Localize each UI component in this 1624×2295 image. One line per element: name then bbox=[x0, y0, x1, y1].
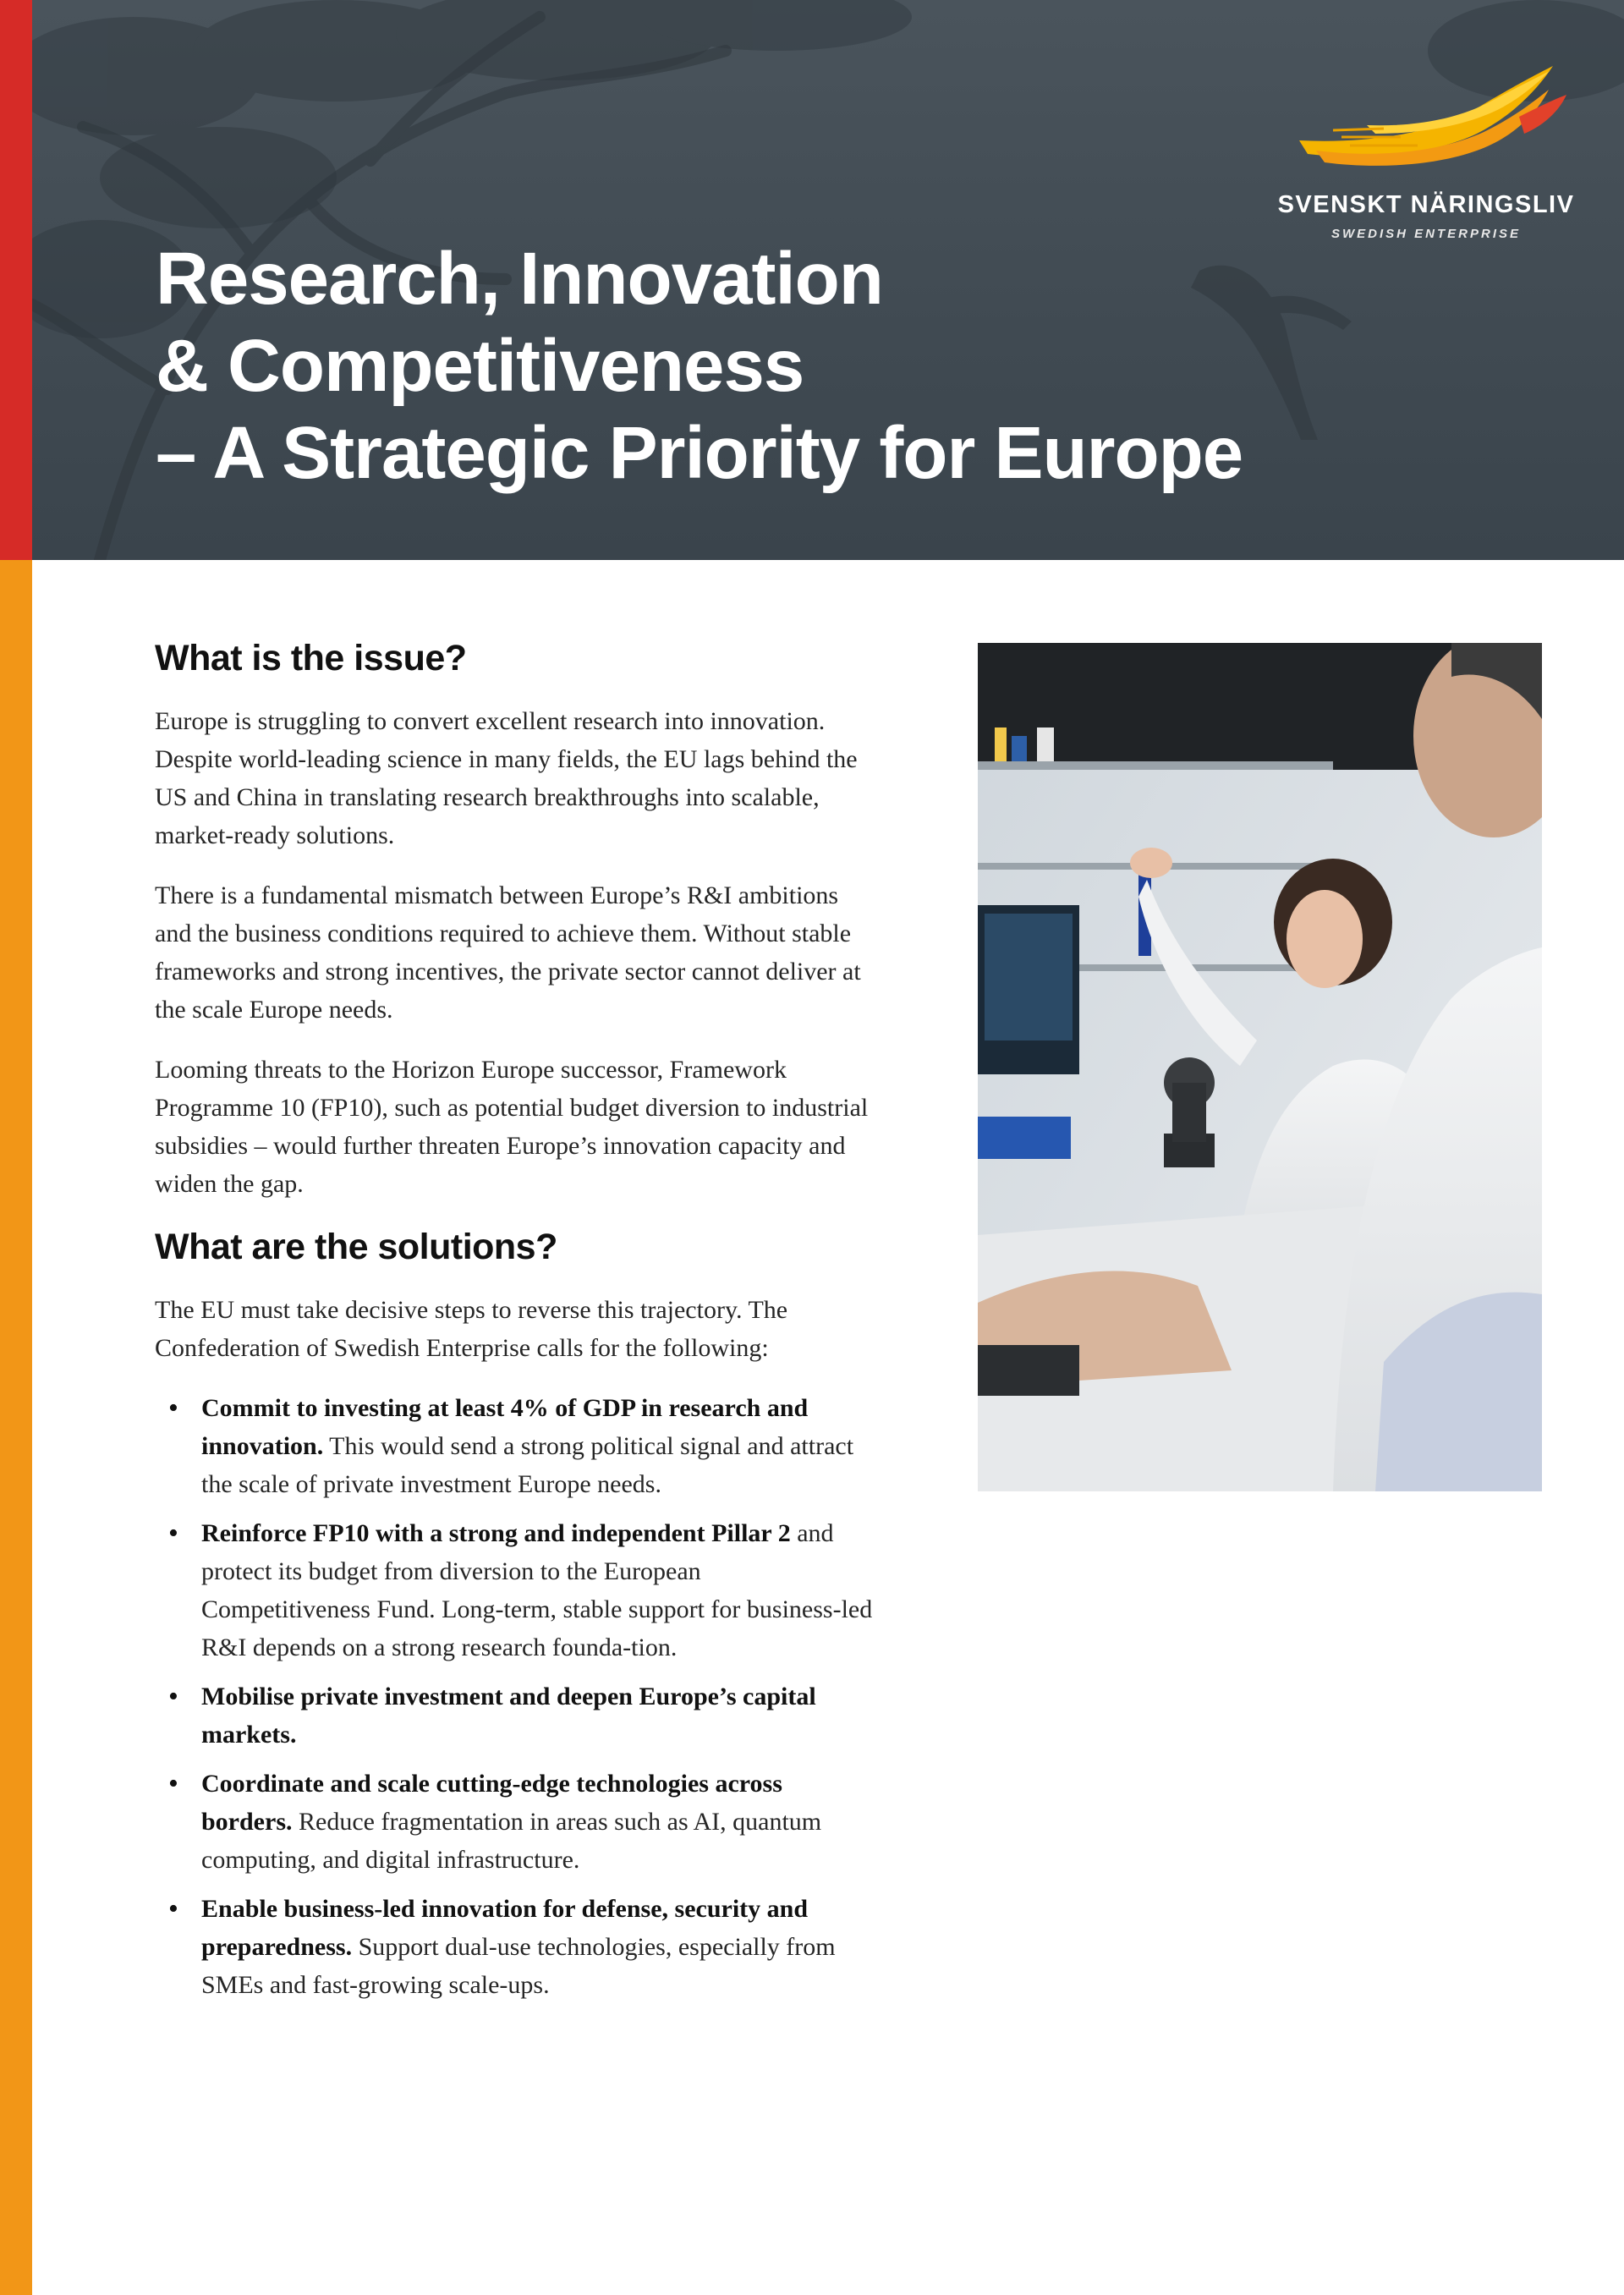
solutions-list bbox=[155, 1389, 874, 2004]
solution-item bbox=[155, 1765, 874, 1879]
issue-heading: What is the issue? bbox=[155, 638, 467, 678]
page-title bbox=[156, 235, 1243, 497]
solution-item-bold: Coordinate and scale cutting-edge technologies across borders. bbox=[201, 1770, 782, 1836]
accent-stripe-red bbox=[0, 0, 32, 560]
issue-paragraph-1: Europe is struggling to convert excellent research into innovation. Despite world-leading science in many fields, the EU lags behind the US and China in translating research breakthroughs into scalable, market-ready solutions. bbox=[155, 707, 858, 849]
title-line-1: Research, Innovation bbox=[156, 238, 883, 320]
solutions-intro: The EU must take decisive steps to reverse this trajectory. The Confederation of Swedish Enterprise calls for the following: bbox=[155, 1296, 788, 1362]
title-line-2: & Competitiveness bbox=[156, 325, 804, 407]
solution-item-bold: Mobilise private investment and deepen Europe’s capital markets. bbox=[201, 1683, 816, 1749]
solutions-heading: What are the solutions? bbox=[155, 1227, 557, 1267]
main-content bbox=[155, 636, 874, 2015]
solution-item-bold: Reinforce FP10 with a strong and independent Pillar 2 bbox=[201, 1519, 791, 1547]
solution-item-text: Support dual-use technologies, especially from SMEs and fast-growing scale-ups. bbox=[201, 1933, 836, 1999]
svenskt-naringsliv-logo bbox=[1265, 66, 1587, 252]
solution-item-text: Reduce fragmentation in areas such as AI, quantum computing, and digital infrastructure. bbox=[201, 1808, 822, 1874]
header-banner bbox=[32, 0, 1624, 560]
issue-paragraph-2: There is a fundamental mismatch between Europe’s R&I ambitions and the business conditions required to achieve them. Without stable frameworks and strong incentives, the private sector cannot deliver at the scale Europe needs. bbox=[155, 881, 861, 1024]
solution-item bbox=[155, 1890, 874, 2004]
lab-scientists-photo bbox=[978, 643, 1542, 1491]
logo-subtitle: SWEDISH ENTERPRISE bbox=[1330, 227, 1522, 241]
issue-paragraph-3: Looming threats to the Horizon Europe successor, Framework Programme 10 (FP10), such as potential budget diversion to industrial subsidies – would further threaten Europe’s innovation capacity and widen the gap. bbox=[155, 1056, 869, 1198]
accent-stripe-orange bbox=[0, 560, 32, 2295]
solution-item-text: and protect its budget from diversion to the European Competitiveness Fund. Long-term, stable support for business-led R&I depends on a strong research founda-tion. bbox=[201, 1519, 873, 1661]
solution-item bbox=[155, 1677, 874, 1754]
solution-item bbox=[155, 1514, 874, 1666]
logo-name: SVENSKT NÄRINGSLIV bbox=[1277, 191, 1575, 218]
logo-wing-icon bbox=[1265, 66, 1587, 184]
solution-item bbox=[155, 1389, 874, 1503]
solution-item-text: This would send a strong political signal and attract the scale of private investment Europe needs. bbox=[201, 1432, 854, 1498]
title-line-3: – A Strategic Priority for Europe bbox=[156, 412, 1243, 494]
solution-item-bold: Commit to investing at least 4% of GDP in research and innovation. bbox=[201, 1394, 809, 1460]
solution-item-bold: Enable business-led innovation for defense, security and preparedness. bbox=[201, 1895, 809, 1961]
lab-photo-illustration bbox=[978, 643, 1542, 1491]
